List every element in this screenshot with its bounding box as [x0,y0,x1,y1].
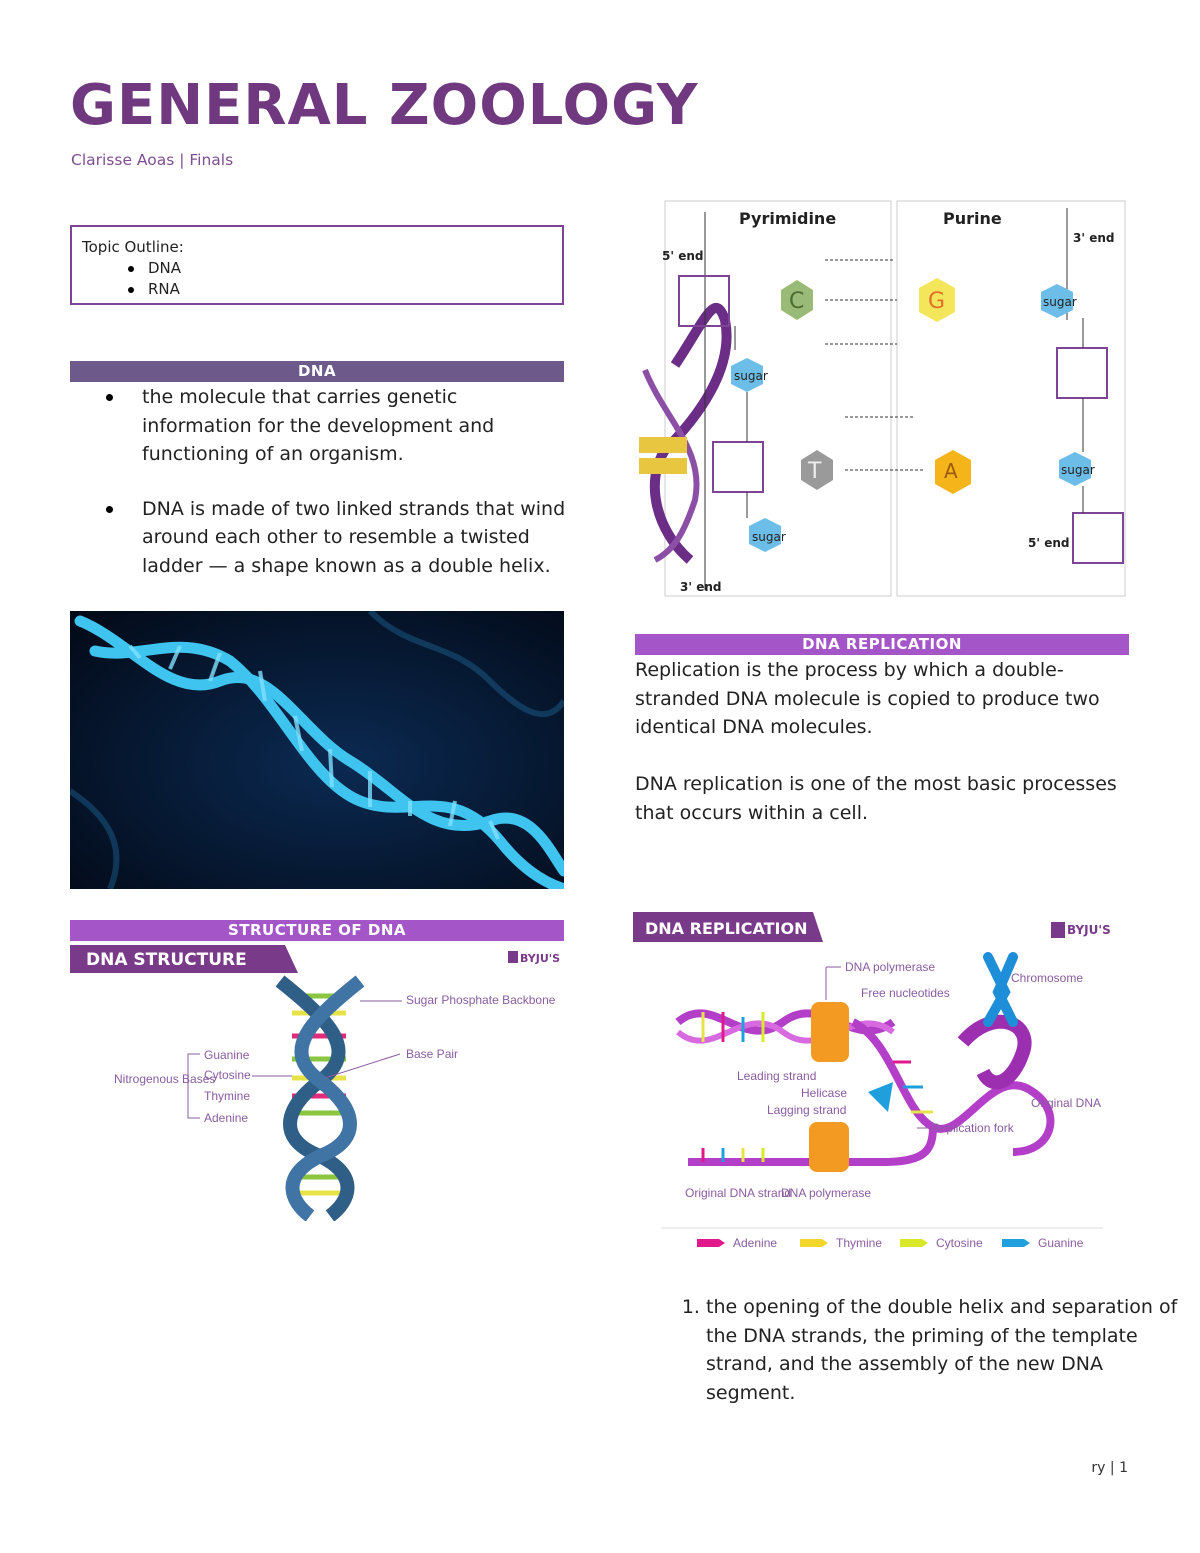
dna-structure-figure [70,941,564,1221]
sugar-label: sugar [1043,295,1077,309]
base-c-label: C [789,289,805,314]
legend-guanine: Guanine [1038,1236,1084,1250]
dna-bullets [70,383,570,580]
label-replication-fork: Replication fork [931,1121,1014,1135]
label-sugar-backbone: Sugar Phosphate Backbone [406,993,556,1007]
topic-outline-heading: Topic Outline: [82,238,184,256]
label-dna-polymerase-bottom: DNA polymerase [781,1186,872,1200]
legend-adenine: Adenine [733,1236,778,1250]
replication-paragraph: Replication is the process by which a double-stranded DNA molecule is copied to produce two identical DNA molecules. [635,659,1100,738]
label-dna-polymerase-top: DNA polymerase [845,960,936,974]
dna-bullet: the molecule that carries genetic information for the development and functioning of an organism. [70,383,570,469]
page-subtitle: Clarisse Aoas | Finals [71,151,234,169]
label-chromosome: Chromosome [1011,971,1084,985]
replication-steps [635,1293,1196,1407]
dna-helix-photo [70,611,564,889]
label-5-end-top: 5' end [662,249,704,263]
base-t-label: T [808,459,822,484]
structure-section-bar: STRUCTURE OF DNA [70,920,564,941]
sugar-label: sugar [752,530,786,544]
base-g-label: G [928,289,946,314]
sugar-label: sugar [734,369,768,383]
topic-outline-item: DNA [124,258,552,279]
label-3-end-top: 3' end [1073,231,1115,245]
legend-cytosine: Cytosine [936,1236,983,1250]
replication-step: 1. the opening of the double helix and separation of the DNA strands, the priming of the template strand, and the assembly of the new DNA segment. [706,1293,1196,1407]
dna-bullet: DNA is made of two linked strands that wind around each other to resemble a twisted ladder — a shape known as a double helix. [70,495,570,581]
label-3-end-bottom: 3' end [680,580,722,594]
topic-outline-item: RNA [124,279,552,300]
pyrimidine-heading: Pyrimidine [739,209,837,228]
sugar-label: sugar [1061,463,1095,477]
topic-outline-list [82,258,552,300]
label-base-pair: Base Pair [406,1047,459,1061]
label-helicase: Helicase [801,1086,848,1100]
label-nitrogenous-bases: Nitrogenous Bases [114,1072,216,1086]
replication-paragraph: DNA replication is one of the most basic processes that occurs within a cell. [635,773,1117,824]
legend-thymine: Thymine [836,1236,883,1250]
label-leading-strand: Leading strand [737,1069,817,1083]
page-title: GENERAL ZOOLOGY [70,73,699,138]
label-thymine: Thymine [204,1089,251,1103]
dna-section-bar: DNA [70,361,564,382]
label-free-nucleotides: Free nucleotides [861,986,950,1000]
brand-logo: BYJU'S [520,952,561,965]
base-pairing-chemistry-figure [635,200,1127,598]
structure-banner: DNA STRUCTURE [86,950,247,970]
replication-banner: DNA REPLICATION [645,919,808,938]
label-cytosine: Cytosine [204,1068,251,1082]
label-guanine: Guanine [204,1048,250,1062]
purine-heading: Purine [943,209,1002,228]
page-footer: ry | 1 [1091,1460,1128,1476]
label-original-dna: Original DNA [1031,1096,1102,1110]
replication-section-bar: DNA REPLICATION [635,634,1129,655]
base-a-label: A [944,459,958,483]
label-adenine: Adenine [204,1111,249,1125]
label-original-dna-strand: Original DNA strand [685,1186,792,1200]
dna-replication-figure [633,912,1129,1258]
brand-logo: BYJU'S [1067,923,1111,937]
label-5-end-bottom: 5' end [1028,536,1070,550]
topic-outline-box [70,225,564,305]
label-lagging-strand: Lagging strand [767,1103,847,1117]
